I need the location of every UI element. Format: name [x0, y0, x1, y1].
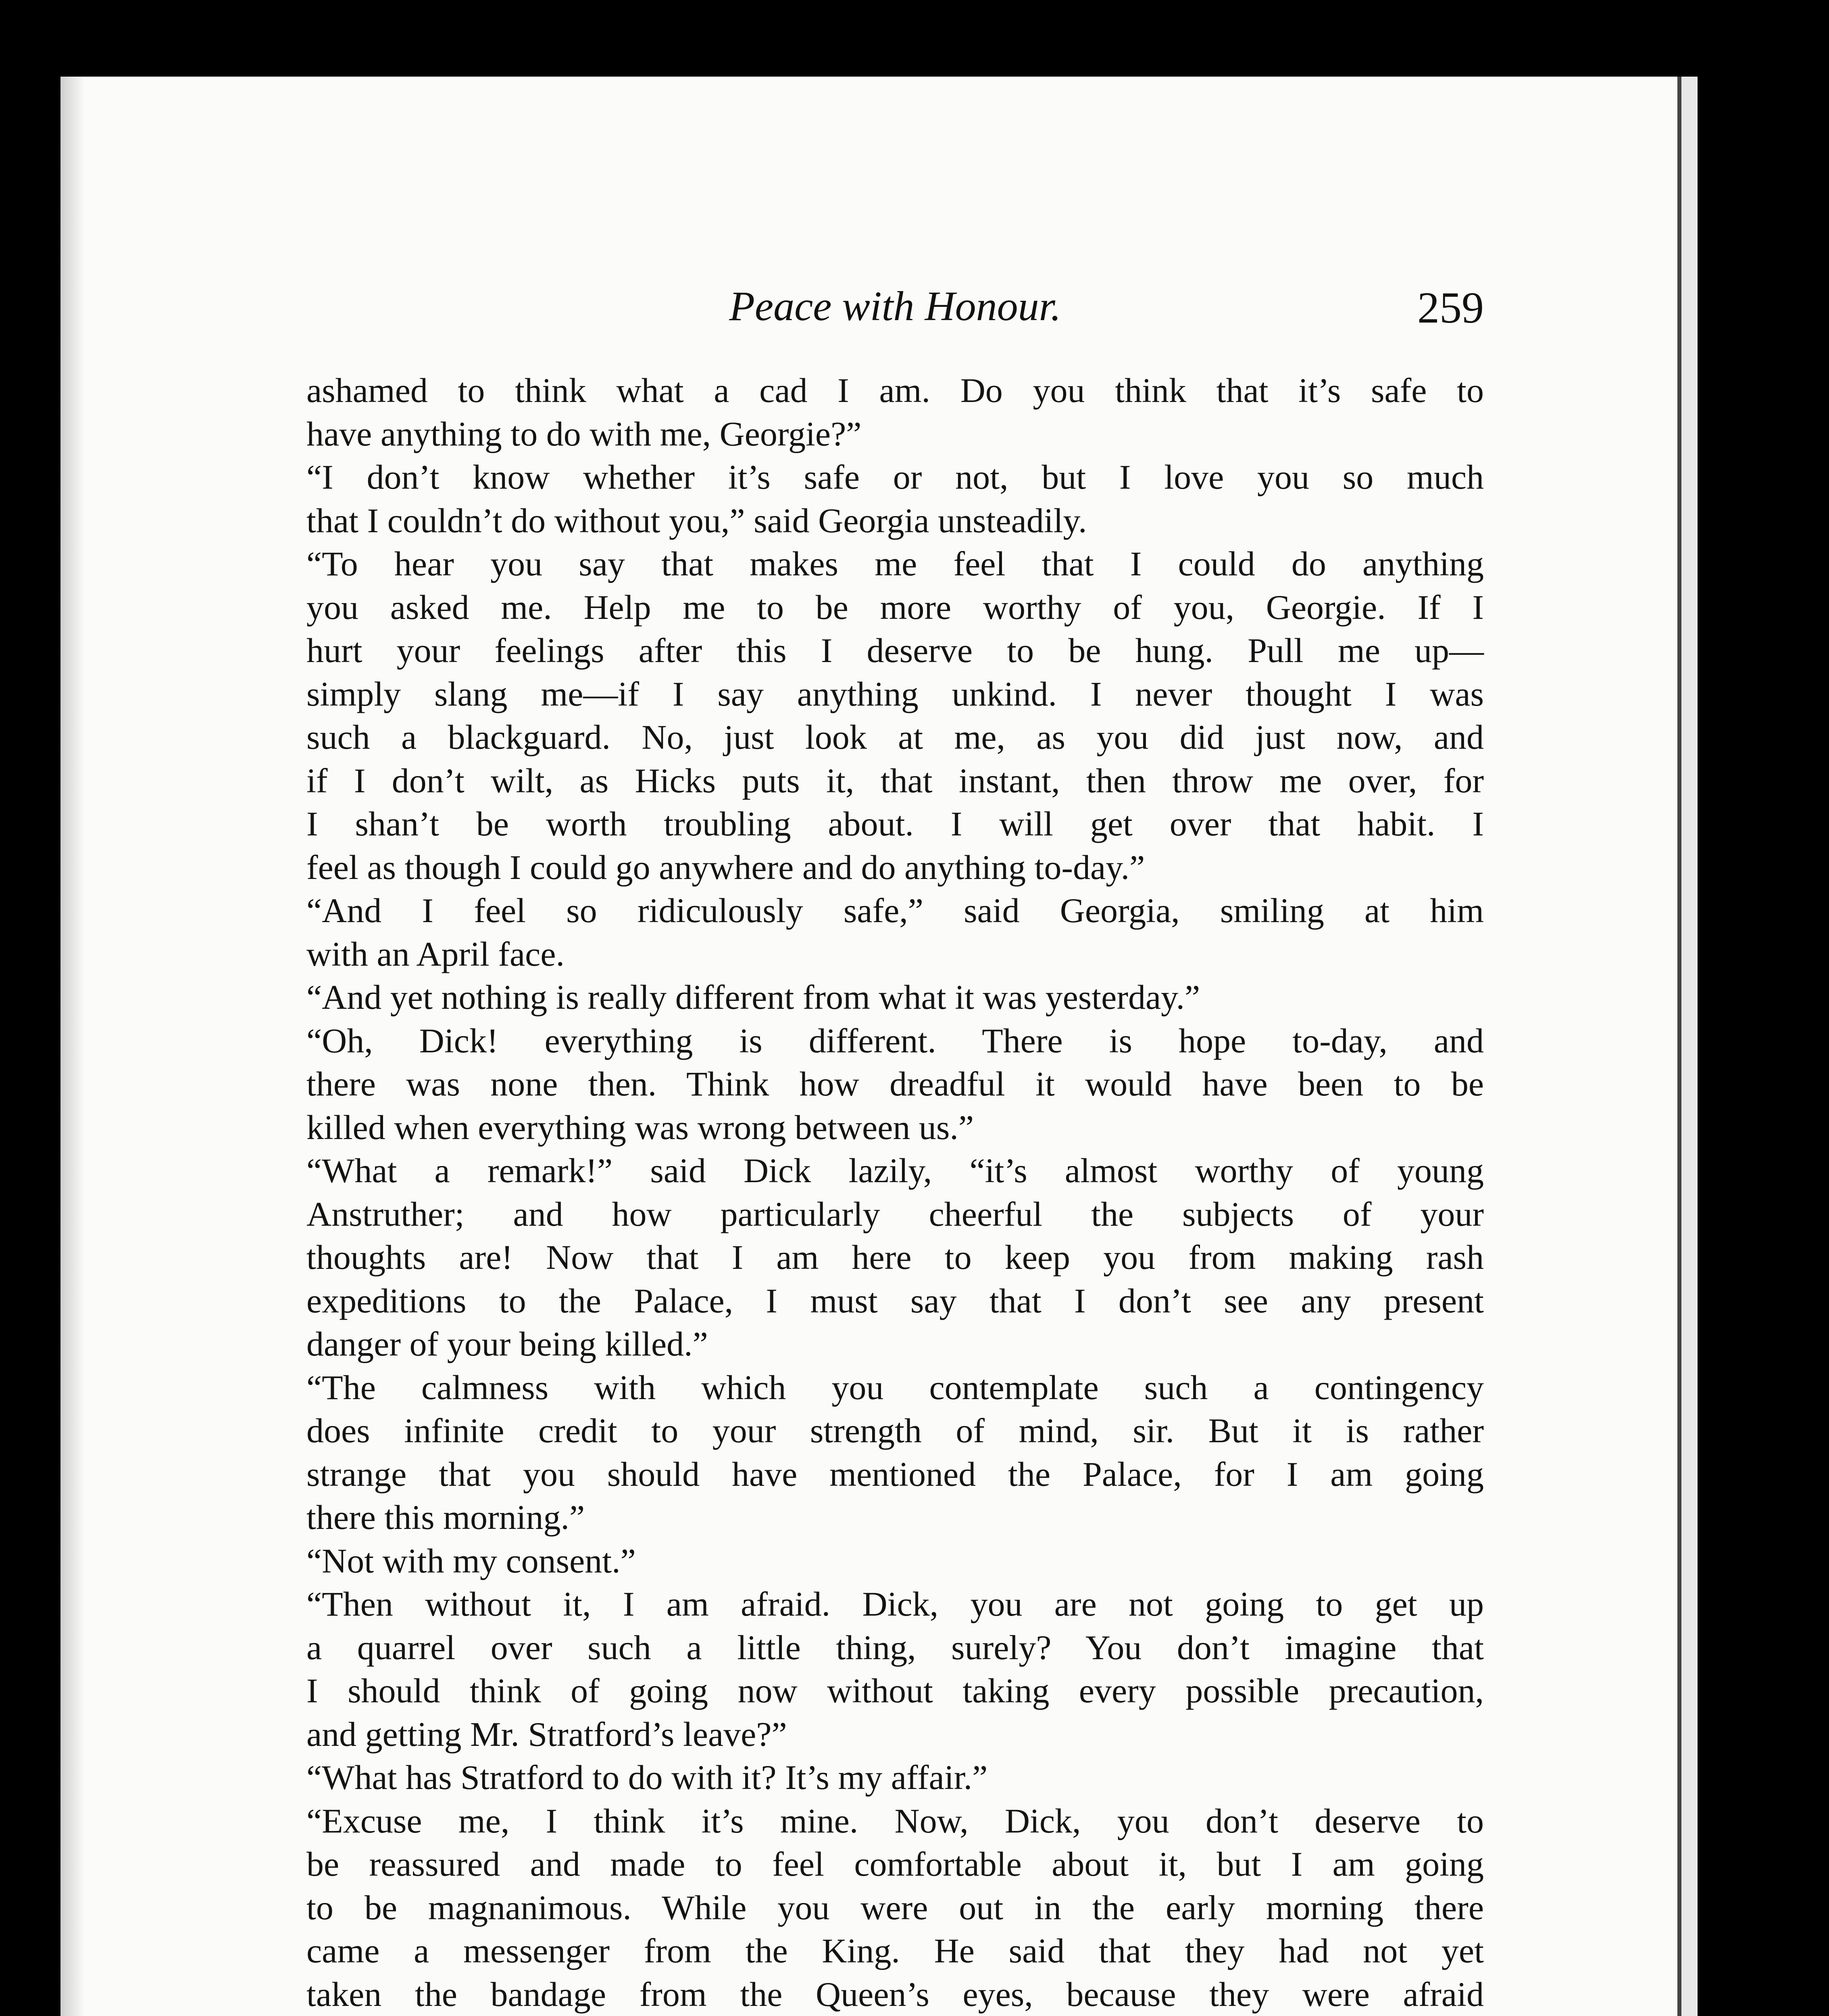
text-line: a quarrel over such a little thing, surely? You don’t imagine that: [306, 1628, 1484, 1667]
text-line: taken the bandage from the Queen’s eyes, because they were afraid: [306, 1974, 1484, 2014]
text-line: thoughts are! Now that I am here to keep you from making rash: [306, 1238, 1484, 1277]
text-line: “To hear you say that makes me feel that I could do anything: [306, 544, 1484, 583]
text-line: you asked me. Help me to be more worthy of you, Georgie. If I: [306, 587, 1484, 627]
text-line: feel as though I could go anywhere and do anything to-day.”: [306, 848, 1145, 887]
body-text: [306, 369, 1484, 2016]
text-line: there was none then. Think how dreadful it would have been to be: [306, 1064, 1484, 1103]
page-right-edge: [1677, 77, 1698, 2016]
page-header: [306, 282, 1484, 351]
book-spine: [0, 0, 60, 2016]
text-line: with an April face.: [306, 934, 565, 973]
page-gutter-shadow: [60, 77, 85, 2016]
text-line: ashamed to think what a cad I am. Do you think that it’s safe to: [306, 371, 1484, 410]
page-number: 259: [1417, 283, 1484, 332]
text-line: “And I feel so ridiculously safe,” said Georgia, smiling at him: [306, 891, 1484, 930]
text-line: “Oh, Dick! everything is different. There is hope to-day, and: [306, 1021, 1484, 1060]
text-line: danger of your being killed.”: [306, 1325, 708, 1363]
text-line: if I don’t wilt, as Hicks puts it, that instant, then throw me over, for: [306, 761, 1484, 800]
text-line: I should think of going now without taking every possible precaution,: [306, 1671, 1484, 1710]
text-line: strange that you should have mentioned the Palace, for I am going: [306, 1454, 1484, 1493]
text-line: that I couldn’t do without you,” said Georgia unsteadily.: [306, 501, 1087, 540]
text-line: to be magnanimous. While you were out in the early morning there: [306, 1888, 1484, 1927]
text-line: came a messenger from the King. He said that they had not yet: [306, 1931, 1484, 1970]
text-line: and getting Mr. Stratford’s leave?”: [306, 1714, 787, 1754]
running-head: Peace with Honour.: [729, 283, 1061, 329]
text-line: have anything to do with me, Georgie?”: [306, 414, 862, 453]
text-line: “What a remark!” said Dick lazily, “it’s almost worthy of young: [306, 1151, 1484, 1190]
text-line: be reassured and made to feel comfortable about it, but I am going: [306, 1845, 1484, 1883]
text-line: “And yet nothing is really different from what it was yesterday.”: [306, 978, 1200, 1016]
text-line: “The calmness with which you contemplate such a contingency: [306, 1368, 1484, 1407]
text-line: Anstruther; and how particularly cheerful the subjects of your: [306, 1194, 1484, 1233]
text-line: “Not with my consent.”: [306, 1541, 636, 1580]
text-line: killed when everything was wrong between us.”: [306, 1108, 974, 1147]
text-line: “Excuse me, I think it’s mine. Now, Dick, you don’t deserve to: [306, 1801, 1484, 1840]
text-line: I shan’t be worth troubling about. I will get over that habit. I: [306, 804, 1484, 843]
text-line: “Then without it, I am afraid. Dick, you are not going to get up: [306, 1585, 1484, 1623]
text-line: there this morning.”: [306, 1498, 585, 1537]
text-line: “I don’t know whether it’s safe or not, but I love you so much: [306, 458, 1484, 496]
text-line: hurt your feelings after this I deserve to be hung. Pull me up—: [306, 631, 1484, 670]
text-line: expeditions to the Palace, I must say that I don’t see any present: [306, 1281, 1484, 1320]
text-line: does infinite credit to your strength of mind, sir. But it is rather: [306, 1411, 1484, 1450]
text-line: such a blackguard. No, just look at me, as you did just now, and: [306, 718, 1484, 756]
text-line: “What has Stratford to do with it? It’s my affair.”: [306, 1758, 988, 1797]
text-line: simply slang me—if I say anything unkind. I never thought I was: [306, 674, 1484, 713]
